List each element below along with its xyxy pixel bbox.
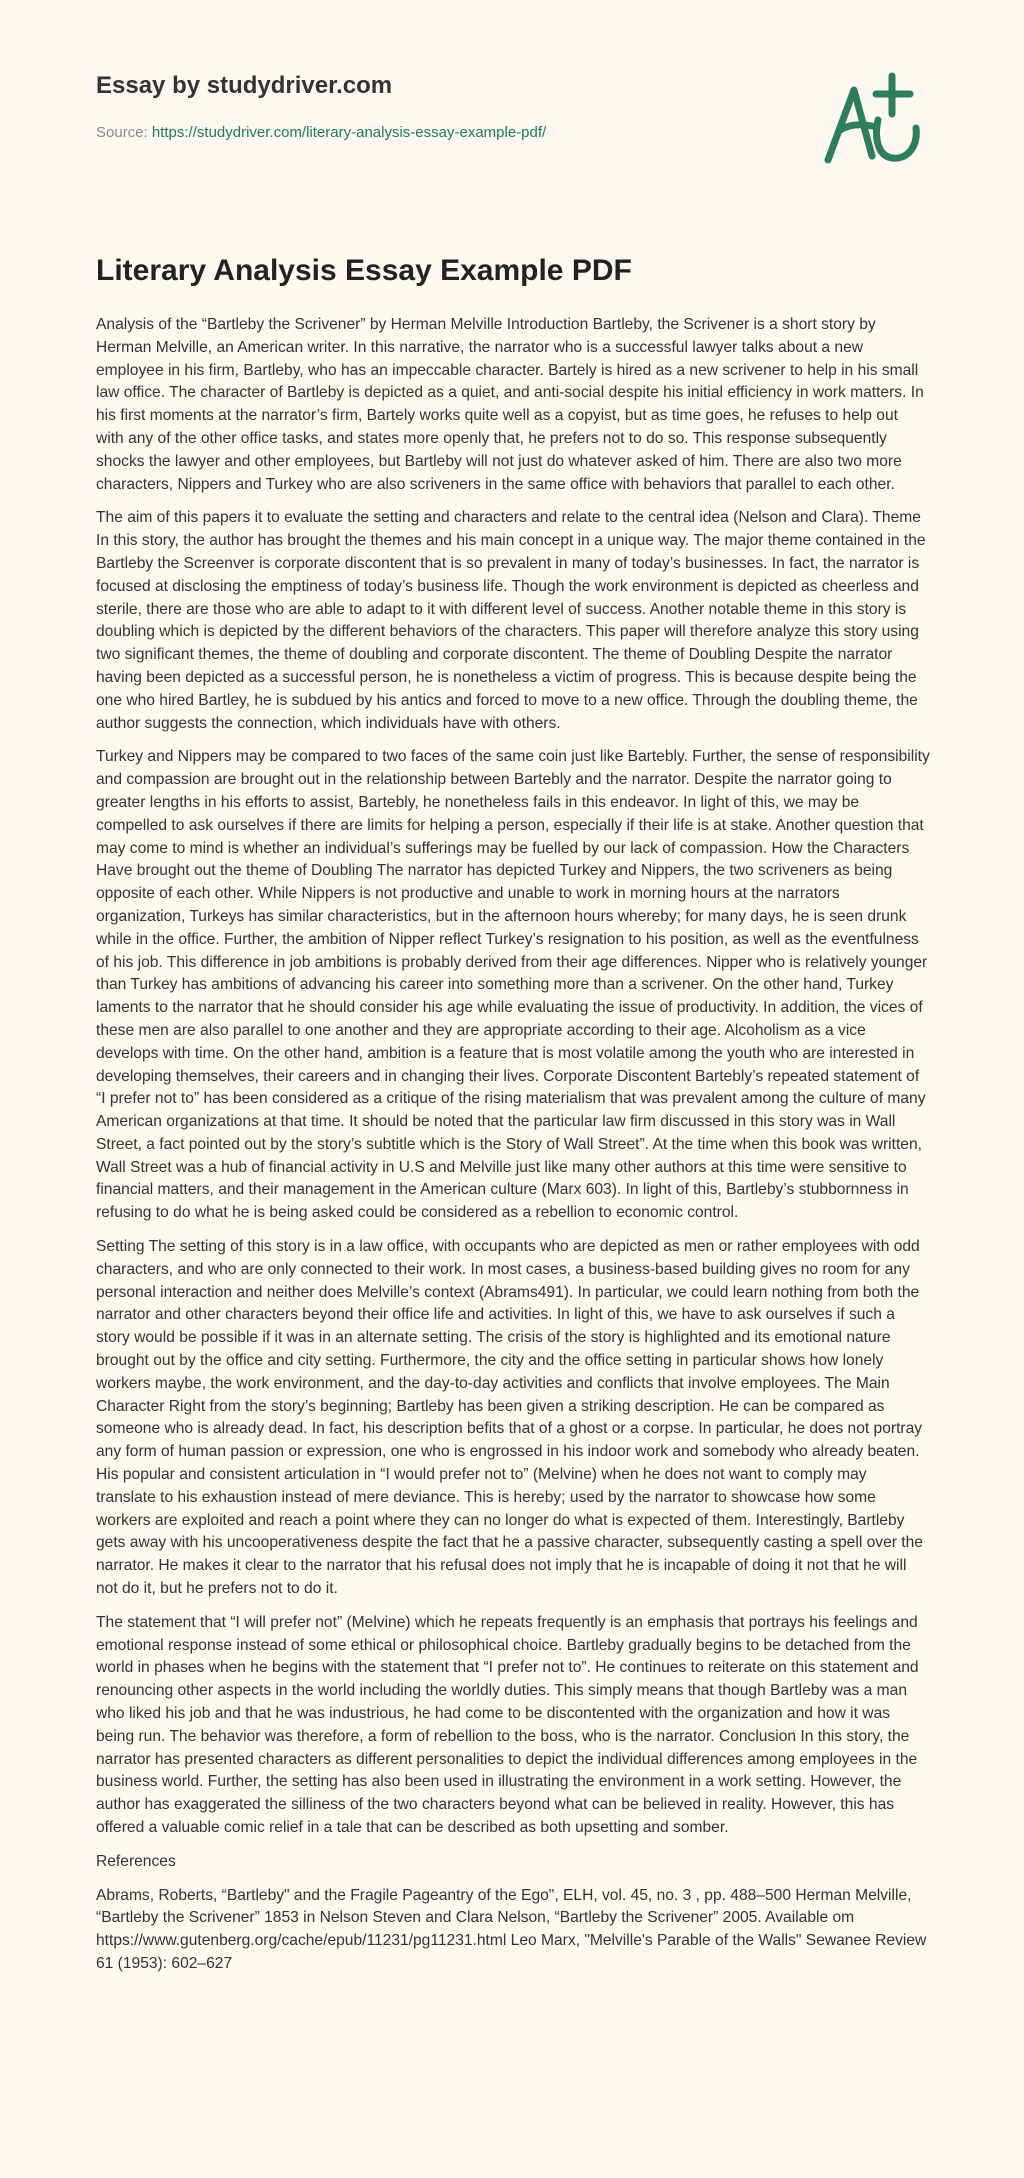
essay-title: Literary Analysis Essay Example PDF <box>96 254 632 287</box>
references-text: Abrams, Roberts, “Bartleby" and the Fragile Pageantry of the Ego", ELH, vol. 45, no. 3 , pp. 488–500 Herman Melville, “Bartleby the Scrivener” 1853 in Nelson Steven and Clara Nelson, “Bartleby the Scrivener” 2005. Available om https://www.gutenberg.org/cache/epub/11231/pg11231.html Leo Marx, "Melville's Parable of the Walls" Sewanee Review 61 (1953): 602–627 <box>96 1886 927 1972</box>
source-line <box>96 124 546 141</box>
essay-paragraph: The statement that “I will prefer not” (Melvine) which he repeats frequently is an emphasis that portrays his feelings and emotional response instead of some ethical or philosophical choice. Bartleby gradually begins to be detached from the world in phases when he begins with the statement that “I prefer not to”. He continues to reiterate on this statement and renouncing other aspects in the world including the worldly duties. This simply means that though Bartleby was a man who liked his job and that he was industrious, he had come to be discontented with the organization and how it was being run. The behavior was therefore, a form of rebellion to the boss, who is the narrator. Conclusion In this story, the narrator has presented characters as different personalities to depict the individual differences among employees in the business world. Further, the setting has also been used in illustrating the environment in a work setting. However, the author has exaggerated the silliness of the two characters beyond what can be believed in reality. However, this has offered a valuable comic relief in a tale that can be described as both upsetting and somber. <box>96 1613 919 1836</box>
source-label: Source: <box>96 124 148 141</box>
site-title: Essay by studydriver.com <box>96 72 393 99</box>
essay-paragraph: Turkey and Nippers may be compared to two faces of the same coin just like Bartebly. Further, the sense of responsibility and compassion are brought out in the relationship between Bartebly and the narrator. Despite the narrator going to greater lengths in his efforts to assist, Bartebly, he nonetheless fails in this endeavor. In light of this, we may be compelled to ask ourselves if there are limits for helping a person, especially if their life is at stake. Another question that may come to mind is whether an individual’s sufferings may be fuelled by our lack of compassion. How the Characters Have brought out the theme of Doubling The narrator has depicted Turkey and Nippers, the two scriveners as being opposite of each other. While Nippers is not productive and unable to work in morning hours at the narrators organization, Turkeys has similar characteristics, but in the afternoon hours whereby; for many days, he is seen drunk while in the office. Further, the ambition of Nipper reflect Turkey’s resignation to his position, as well as the eventfulness of his job. This difference in job ambitions is probably derived from their age differences. Nipper who is relatively younger than Turkey has ambitions of advancing his career into something more than a scrivener. On the other hand, Turkey laments to the narrator that he should consider his age while evaluating the issue of productivity. In addition, the vices of these men are also parallel to one another and they are appropriate according to their age. Alcoholism as a vice develops with time. On the other hand, ambition is a feature that is most volatile among the youth who are interested in developing themselves, their careers and in changing their lives. Corporate Discontent Bartebly’s repeated statement of “I prefer not to” has been considered as a critique of the rising materialism that was prevalent among the culture of many American organizations at that time. It should be noted that the particular law firm discussed in this story was in Wall Street, a fact pointed out by the story’s subtitle which is the Story of Wall Street”. At the time when this book was written, Wall Street was a hub of financial activity in U.S and Melville just like many other authors at this time were sensitive to financial matters, and their management in the American culture (Marx 603). In light of this, Bartleby’s stubbornness in refusing to do what he is being asked could be considered as a rebellion to economic control. <box>96 748 930 1222</box>
a-plus-logo-icon <box>820 68 930 168</box>
essay-paragraph: The aim of this papers it to evaluate the setting and characters and relate to the central idea (Nelson and Clara). Theme In this story, the author has brought the themes and his main concept in a unique way. The major theme contained in the Bartleby the Screenver is corporate discontent that is so prevalent in many of today’s businesses. In fact, the narrator is focused at disclosing the emptiness of today’s business life. Though the work environment is depicted as cheerless and sterile, there are those who are able to adapt to it with different level of success. Another notable theme in this story is doubling which is depicted by the different behaviors of the characters. This paper will therefore analyze this story using two significant themes, the theme of doubling and corporate discontent. The theme of Doubling Despite the narrator having been depicted as a successful person, he is nonetheless a victim of progress. This is because despite being the one who hired Bartley, he is subdued by his antics and forced to move to a new office. Through the doubling theme, the author suggests the connection, which individuals have with others. <box>96 509 926 732</box>
references-heading: References <box>96 1852 176 1870</box>
source-link[interactable]: https://studydriver.com/literary-analysis-essay-example-pdf/ <box>151 124 547 141</box>
essay-paragraph: Setting The setting of this story is in a law office, with occupants who are depicted as men or rather employees with odd characters, and who are only connected to their work. In most cases, a business-based building gives no room for any personal interaction and neither does Melville’s context (Abrams491). In particular, we could learn nothing from both the narrator and other characters beyond their office life and activities. In light of this, we have to ask ourselves if such a story would be possible if it was in an alternate setting. The crisis of the story is highlighted and its emotional nature brought out by the office and city setting. Furthermore, the city and the office setting in particular shows how lonely workers maybe, the work environment, and the day-to-day activities and conflicts that involve employees. The Main Character Right from the story’s beginning; Bartleby has been given a striking description. He can be compared as someone who is already dead. In fact, his description befits that of a ghost or a corpse. In particular, he does not portray any form of human passion or expression, one who is engrossed in his indoor work and somebody who already beaten. His popular and consistent articulation in “I would prefer not to” (Melvine) when he does not want to comply may translate to his exhaustion instead of mere deviance. This is hereby; used by the narrator to showcase how some workers are exploited and reach a point where they can no longer do what is expected of them. Interestingly, Bartleby gets away with his uncooperativeness despite the fact that he a passive character, subsequently casting a spell over the narrator. He makes it clear to the narrator that his refusal does not imply that he is incapable of doing it not that he will not do it, but he prefers not to do it. <box>96 1238 923 1598</box>
essay-body <box>96 314 930 1987</box>
essay-paragraph: Analysis of the “Bartleby the Scrivener” by Herman Melville Introduction Bartleby, the Scrivener is a short story by Herman Melville, an American writer. In this narrative, the narrator who is a successful lawyer talks about a new employee in his firm, Bartleby, who has an impeccable character. Bartely is hired as a new scrivener to help in his small law office. The character of Bartleby is depicted as a quiet, and anti-social despite his initial efficiency in work matters. In his first moments at the narrator’s firm, Bartely works quite well as a copyist, but as time goes, he refuses to help out with any of the other office tasks, and states more openly that, he prefers not to do so. This response subsequently shocks the lawyer and other employees, but Bartleby will not just do whatever asked of him. There are also two more characters, Nippers and Turkey who are also scriveners in the same office with behaviors that parallel to each other. <box>96 316 924 493</box>
